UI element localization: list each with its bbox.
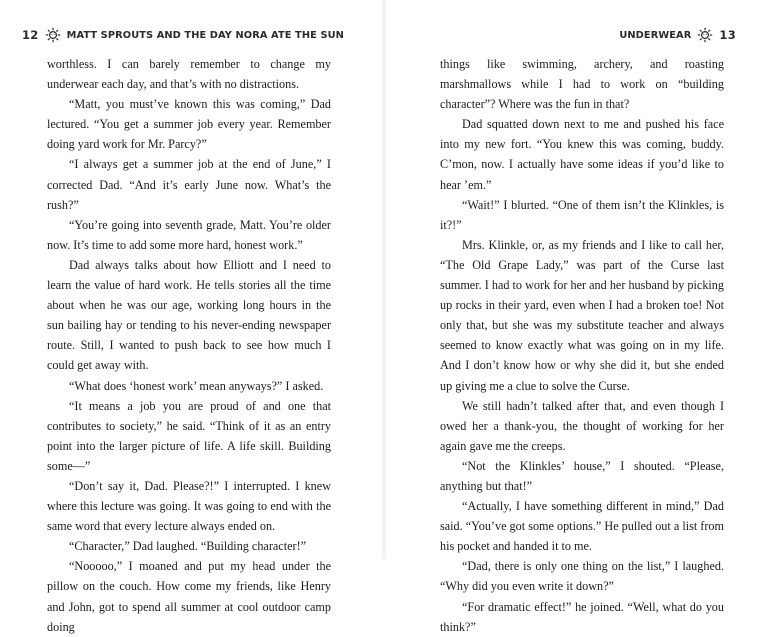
paragraph: Dad always talks about how Elliott and I need to learn the value of hard work. He tells stories all the time about when he was our age, working long hours in the sun bailing hay or tending to his never-ending newspaper route. Still, I wanted to push back to see how much I could get away with. <box>47 257 331 373</box>
left-page-text <box>47 54 331 637</box>
left-running-head <box>22 26 344 44</box>
running-head-title-right: UNDERWEAR <box>619 29 692 41</box>
paragraph: “You’re going into seventh grade, Matt. You’re older now. It’s time to add some more hard, honest work.” <box>47 217 331 252</box>
paragraph: “I always get a summer job at the end of June,” I corrected Dad. “And it’s early June now. What’s the rush?” <box>47 157 331 212</box>
paragraph: We still hadn’t talked after that, and even though I owed her a thank-you, the thought of working for her again gave me the creeps. <box>440 398 724 453</box>
paragraph: “Actually, I have something different in mind,” Dad said. “You’ve got some options.” He pulled out a list from his pocket and handed it to me. <box>440 499 724 554</box>
paragraph: “Dad, there is only one thing on the list,” I laughed. “Why did you even write it down?” <box>440 559 724 594</box>
paragraph: things like swimming, archery, and roasting marshmallows while I had to work on “building character”? Where was the fun in that? <box>440 57 724 112</box>
sun-icon <box>45 27 61 43</box>
running-head-title-left: MATT SPROUTS AND THE DAY NORA ATE THE SUN <box>66 29 344 41</box>
paragraph: “Don’t say it, Dad. Please?!” I interrupted. I knew where this lecture was going. It was going to end with the same word that every lecture always ended on. <box>47 478 331 534</box>
right-page <box>384 0 768 634</box>
paragraph: “Matt, you must’ve known this was coming,” Dad lectured. “You get a summer job every year. Remember doing yard work for Mr. Parcy?” <box>47 97 331 152</box>
right-running-head <box>619 26 736 44</box>
paragraph: “Nooooo,” I moaned and put my head under the pillow on the couch. How come my friends, like Henry and John, got to spend all summer at cool outdoor camp doing <box>47 559 331 634</box>
paragraph: “Character,” Dad laughed. “Building character!” <box>69 539 307 554</box>
right-page-text <box>440 54 724 637</box>
paragraph: “For dramatic effect!” he joined. “Well, what do you think?” <box>440 599 724 634</box>
paragraph: “It means a job you are proud of and one that contributes to society,” he said. “Think of it as an entry point into the larger picture of life. A life skill. Building some—” <box>47 398 331 473</box>
sun-icon <box>697 27 713 43</box>
page-number-right: 13 <box>719 28 736 42</box>
paragraph: “Not the Klinkles’ house,” I shouted. “Please, anything but that!” <box>440 458 724 493</box>
paragraph: Dad squatted down next to me and pushed his face into my new fort. “You knew this was coming, buddy. C’mon, now. I actually have some ideas if you’d like to hear ’em.” <box>440 117 724 192</box>
paragraph: “What does ‘honest work’ mean anyways?” I asked. <box>69 378 324 393</box>
paragraph: “Wait!” I blurted. “One of them isn’t the Klinkles, is it?!” <box>440 197 724 232</box>
page-number-left: 12 <box>22 28 39 42</box>
paragraph: Mrs. Klinkle, or, as my friends and I like to call her, “The Old Grape Lady,” was part of the Curse last summer. I had to work for her and her husband by picking up rocks in their yard, even when I had a broken toe! Not only that, but she was my substitute teacher and always seemed to know exactly what was going on in my life. And I don’t know how or why she did it, but she ended up giving me a clue to solve the Curse. <box>440 237 724 393</box>
left-page <box>0 0 384 634</box>
paragraph: worthless. I can barely remember to change my underwear each day, and that’s with no distractions. <box>47 57 331 92</box>
